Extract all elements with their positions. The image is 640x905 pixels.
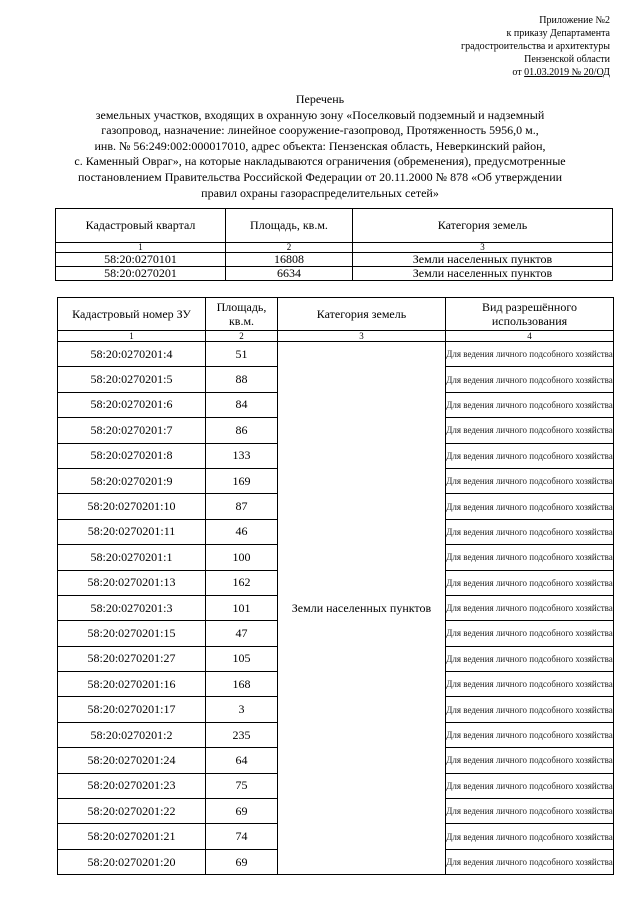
category-cell: Земли населенных пунктов: [278, 342, 446, 875]
cadastral-number-cell: 58:20:0270201:27: [58, 646, 206, 671]
column-header: Кадастровый номер ЗУ: [58, 298, 206, 331]
area-cell: 168: [206, 672, 278, 697]
column-number: 3: [353, 243, 613, 253]
permitted-use-cell: Для ведения личного подсобного хозяйства: [446, 545, 614, 570]
area-cell: 162: [206, 570, 278, 595]
column-number: 1: [56, 243, 226, 253]
cadastral-number-cell: 58:20:0270201:7: [58, 418, 206, 443]
area-cell: 133: [206, 443, 278, 468]
number-prefix: №: [569, 67, 584, 78]
quarter-cell: 58:20:0270101: [56, 253, 226, 267]
order-date: 01.03.2019: [524, 67, 570, 78]
permitted-use-cell: Для ведения личного подсобного хозяйства: [446, 443, 614, 468]
permitted-use-cell: Для ведения личного подсобного хозяйства: [446, 824, 614, 849]
area-cell: 64: [206, 748, 278, 773]
cadastral-number-cell: 58:20:0270201:23: [58, 773, 206, 798]
title-line: инв. № 56:249:002:000017010, адрес объекта: Пензенская область, Неверкинский район,: [94, 138, 546, 153]
parcels-table: [57, 297, 614, 875]
area-cell: 47: [206, 621, 278, 646]
permitted-use-cell: Для ведения личного подсобного хозяйства: [446, 392, 614, 417]
column-header: Площадь, кв.м.: [206, 298, 278, 331]
column-header: Категория земель: [353, 209, 613, 243]
cadastral-number-cell: 58:20:0270201:5: [58, 367, 206, 392]
appendix-date-line: [461, 66, 610, 79]
permitted-use-cell: Для ведения личного подсобного хозяйства: [446, 494, 614, 519]
document-title: [50, 92, 590, 201]
date-prefix: от: [512, 67, 525, 78]
appendix-block: [461, 14, 610, 79]
permitted-use-cell: Для ведения личного подсобного хозяйства: [446, 418, 614, 443]
cadastral-number-cell: 58:20:0270201:1: [58, 545, 206, 570]
area-cell: 74: [206, 824, 278, 849]
category-cell: Земли населенных пунктов: [353, 253, 613, 267]
column-header: Площадь, кв.м.: [226, 209, 353, 243]
area-cell: 6634: [226, 267, 353, 281]
cadastral-number-cell: 58:20:0270201:2: [58, 722, 206, 747]
table-row: [58, 342, 614, 367]
quarter-cell: 58:20:0270201: [56, 267, 226, 281]
cadastral-number-cell: 58:20:0270201:20: [58, 849, 206, 874]
area-cell: 46: [206, 519, 278, 544]
appendix-line: Приложение №2: [539, 15, 610, 26]
permitted-use-cell: Для ведения личного подсобного хозяйства: [446, 773, 614, 798]
table-row: [56, 253, 613, 267]
title-line: с. Каменный Овраг», на которые накладываются ограничения (обременения), предусмотренные: [74, 154, 566, 169]
permitted-use-cell: Для ведения личного подсобного хозяйства: [446, 519, 614, 544]
area-cell: 169: [206, 468, 278, 493]
area-cell: 16808: [226, 253, 353, 267]
area-cell: 51: [206, 342, 278, 367]
column-number-row: [56, 243, 613, 253]
permitted-use-cell: Для ведения личного подсобного хозяйства: [446, 722, 614, 747]
title-line: земельных участков, входящих в охранную зону «Поселковый подземный и надземный: [95, 107, 545, 122]
column-number: 4: [446, 331, 614, 342]
title-line: правил охраны газораспределительных сетей»: [201, 185, 439, 200]
order-number: 20/ОД: [583, 67, 610, 78]
cadastral-number-cell: 58:20:0270201:10: [58, 494, 206, 519]
cadastral-number-cell: 58:20:0270201:3: [58, 595, 206, 620]
column-number: 2: [206, 331, 278, 342]
area-cell: 69: [206, 849, 278, 874]
area-cell: 86: [206, 418, 278, 443]
area-cell: 84: [206, 392, 278, 417]
cadastral-number-cell: 58:20:0270201:9: [58, 468, 206, 493]
column-number: 1: [58, 331, 206, 342]
appendix-line: градостроительства и архитектуры: [461, 41, 610, 52]
cadastral-number-cell: 58:20:0270201:11: [58, 519, 206, 544]
title-heading: Перечень: [295, 92, 345, 106]
cadastral-number-cell: 58:20:0270201:16: [58, 672, 206, 697]
cadastral-number-cell: 58:20:0270201:21: [58, 824, 206, 849]
area-cell: 69: [206, 799, 278, 824]
cadastral-number-cell: 58:20:0270201:4: [58, 342, 206, 367]
quarters-table: [55, 208, 613, 281]
permitted-use-cell: Для ведения личного подсобного хозяйства: [446, 849, 614, 874]
table-header-row: [56, 209, 613, 243]
column-header: Вид разрешённого использования: [446, 298, 614, 331]
area-cell: 3: [206, 697, 278, 722]
column-number: 3: [278, 331, 446, 342]
title-line: постановлением Правительства Российской Федерации от 20.11.2000 № 878 «Об утверждении: [77, 169, 563, 184]
area-cell: 235: [206, 722, 278, 747]
cadastral-number-cell: 58:20:0270201:15: [58, 621, 206, 646]
table-row: [56, 267, 613, 281]
column-header: Категория земель: [278, 298, 446, 331]
area-cell: 87: [206, 494, 278, 519]
permitted-use-cell: Для ведения личного подсобного хозяйства: [446, 799, 614, 824]
column-number-row: [58, 331, 614, 342]
permitted-use-cell: Для ведения личного подсобного хозяйства: [446, 672, 614, 697]
cadastral-number-cell: 58:20:0270201:13: [58, 570, 206, 595]
column-number: 2: [226, 243, 353, 253]
cadastral-number-cell: 58:20:0270201:22: [58, 799, 206, 824]
permitted-use-cell: Для ведения личного подсобного хозяйства: [446, 748, 614, 773]
permitted-use-cell: Для ведения личного подсобного хозяйства: [446, 646, 614, 671]
area-cell: 88: [206, 367, 278, 392]
permitted-use-cell: Для ведения личного подсобного хозяйства: [446, 367, 614, 392]
appendix-line: Пензенской области: [524, 54, 610, 65]
column-header: Кадастровый квартал: [56, 209, 226, 243]
cadastral-number-cell: 58:20:0270201:8: [58, 443, 206, 468]
category-cell: Земли населенных пунктов: [353, 267, 613, 281]
permitted-use-cell: Для ведения личного подсобного хозяйства: [446, 342, 614, 367]
cadastral-number-cell: 58:20:0270201:17: [58, 697, 206, 722]
title-line: газопровод, назначение: линейное сооружение-газопровод, Протяженность 5956,0 м.,: [101, 123, 539, 138]
permitted-use-cell: Для ведения личного подсобного хозяйства: [446, 697, 614, 722]
area-cell: 101: [206, 595, 278, 620]
permitted-use-cell: Для ведения личного подсобного хозяйства: [446, 570, 614, 595]
cadastral-number-cell: 58:20:0270201:24: [58, 748, 206, 773]
permitted-use-cell: Для ведения личного подсобного хозяйства: [446, 621, 614, 646]
permitted-use-cell: Для ведения личного подсобного хозяйства: [446, 595, 614, 620]
permitted-use-cell: Для ведения личного подсобного хозяйства: [446, 468, 614, 493]
cadastral-number-cell: 58:20:0270201:6: [58, 392, 206, 417]
area-cell: 100: [206, 545, 278, 570]
appendix-line: к приказу Департамента: [506, 28, 610, 39]
area-cell: 75: [206, 773, 278, 798]
area-cell: 105: [206, 646, 278, 671]
table-header-row: [58, 298, 614, 331]
